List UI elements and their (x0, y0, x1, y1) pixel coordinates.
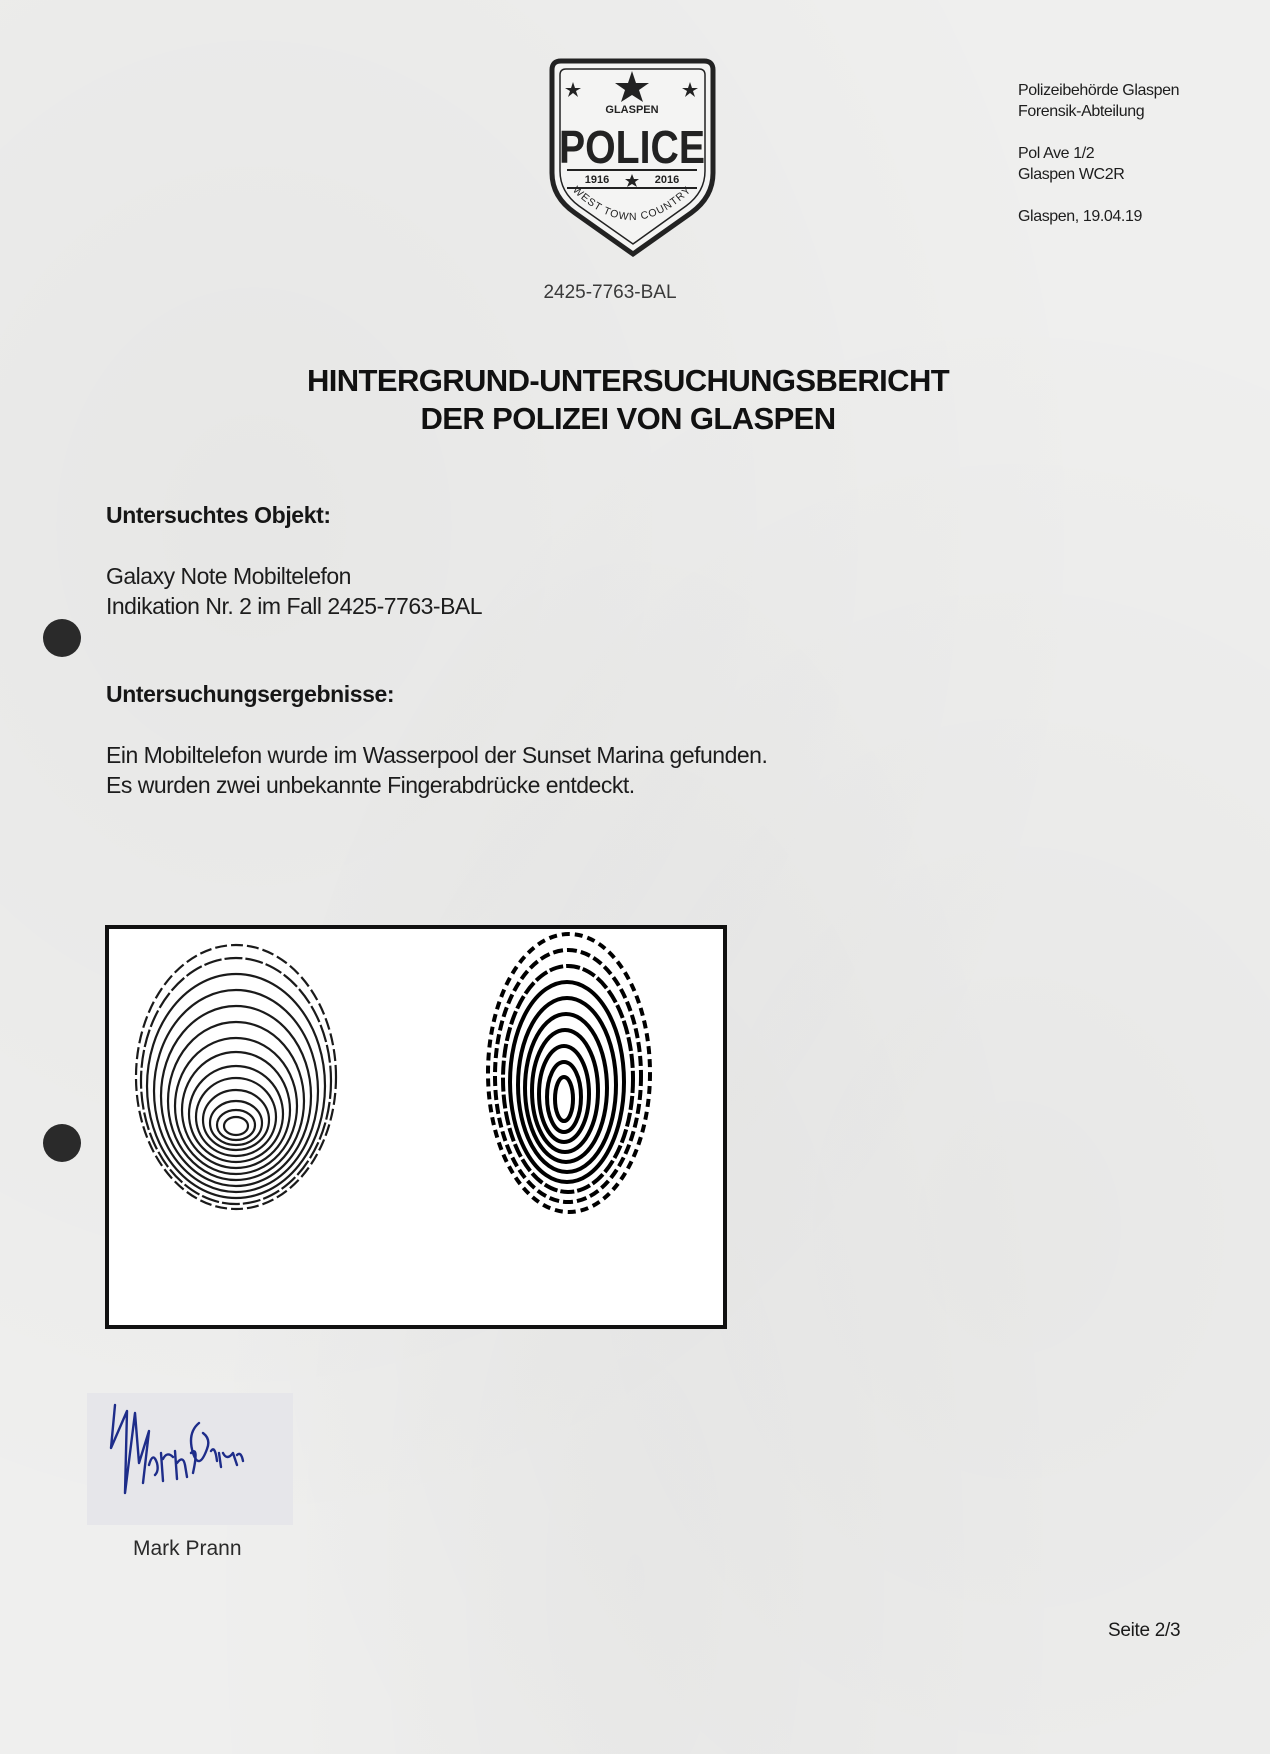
case-number: 2425-7763-BAL (543, 282, 677, 303)
badge-top-text: GLASPEN (605, 104, 659, 116)
badge-arc-text: WEST TOWN COUNTRY (570, 183, 694, 224)
results-line: Es wurden zwei unbekannte Fingerabdrücke entdeckt. (106, 772, 635, 798)
signature-area (87, 1393, 293, 1525)
fingerprint-left (136, 945, 336, 1209)
address-line: Forensik-Abteilung (1018, 103, 1145, 120)
signer-name: Mark Prann (133, 1537, 242, 1560)
page-number: Seite 2/3 (1108, 1620, 1181, 1641)
results-description (106, 740, 767, 800)
date-line: Glaspen, 19.04.19 (1018, 208, 1142, 225)
object-description (106, 561, 482, 621)
punch-hole (43, 1124, 81, 1162)
badge-year-start: 1916 (584, 174, 610, 186)
sender-address-block (1018, 80, 1179, 227)
object-label: Untersuchtes Objekt: (106, 502, 331, 528)
address-line: Glaspen WC2R (1018, 166, 1125, 183)
badge-year-end: 2016 (654, 174, 680, 186)
address-line: Pol Ave 1/2 (1018, 145, 1095, 162)
title-line: HINTERGRUND-UNTERSUCHUNGSBERICHT (306, 363, 950, 398)
fingerprints-graphic (109, 929, 723, 1325)
object-line: Indikation Nr. 2 im Fall 2425-7763-BAL (106, 593, 483, 619)
punch-hole (43, 619, 81, 657)
badge-main-text: POLICE (559, 121, 705, 173)
report-title (0, 362, 1256, 438)
fingerprint-right (488, 934, 650, 1212)
title-line: DER POLIZEI VON GLASPEN (420, 401, 836, 436)
results-label: Untersuchungsergebnisse: (106, 681, 395, 707)
results-line: Ein Mobiltelefon wurde im Wasserpool der Sunset Marina gefunden. (106, 742, 768, 768)
address-line: Polizeibehörde Glaspen (1018, 82, 1180, 99)
object-line: Galaxy Note Mobiltelefon (106, 563, 351, 589)
handwritten-signature (87, 1393, 293, 1525)
fingerprint-image (105, 925, 727, 1329)
police-badge-logo (545, 55, 720, 260)
